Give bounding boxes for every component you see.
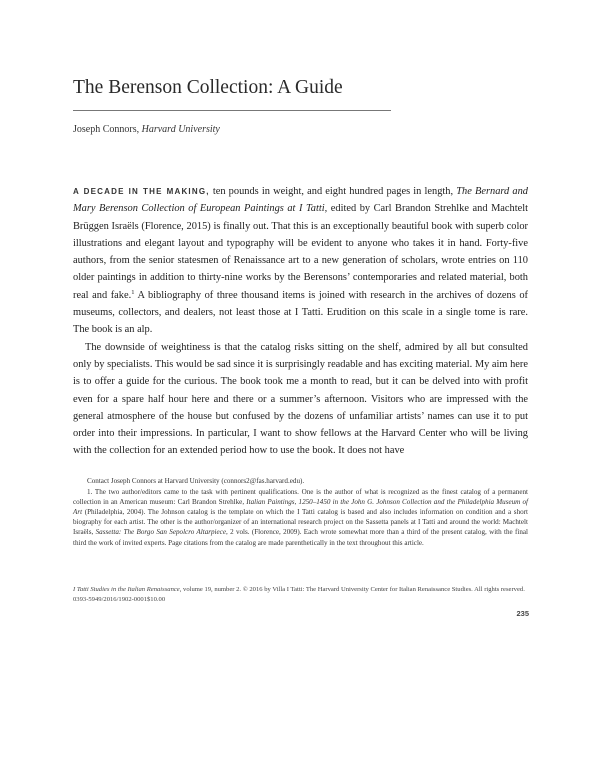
footnote-text-run: (Philadelphia, 2004). The Johnson catalog is the template on which the I Tatti catalog is based and also includes information on condition and a short biography for each artist. The other is the author/organizer of an international research project on the Sassetta panels at I Tatti and around the world: Machtelt Israëls,	[73, 508, 528, 537]
footnotes	[73, 476, 528, 548]
article-body	[73, 183, 528, 460]
author-line	[73, 123, 533, 136]
journal-info	[73, 585, 528, 604]
footnote-1	[73, 487, 528, 548]
footnote-italic: Italian Paintings, 1250–1450 in the John G. Johnson Collection and the Philadelphia Museum of Art	[73, 498, 529, 517]
body-paragraph-2: The downside of weightiness is that the catalog risks sitting on the shelf, admired by all but consulted only by specialists. This would be sad since it is surprisingly readable and has exciting material. My aim here is to offer a guide for the curious. The book took me a month to read, but it can be delved into with profit even for a spare half hour here and there or a summer’s afternoon. Visitors who are impressed with the general atmosphere of the house but confused by the dozens of unfamiliar artists’ names can use it to put order into their impressions. In particular, I want to show fellows at the Harvard Center who will be living with the collection for an extended period how to use the book. It does not have	[73, 341, 528, 457]
footnote-italic: Sassetta: The Borgo San Sepolcro Altarpiece	[95, 528, 226, 537]
page-number: 235	[516, 609, 529, 618]
body-text-run: A bibliography of three thousand items is joined with research in the archives of dozens of museums, collectors, and dealers, not least those at I Tatti. Erudition on this scale in a single tome is rare. The book is an alp.	[73, 289, 529, 336]
author-name: Joseph Connors,	[73, 124, 140, 135]
body-paragraph-1	[73, 183, 528, 339]
journal-details: , volume 19, number 2. © 2016 by Villa I Tatti: The Harvard University Center for Italian Renaissance Studies. All rights reserved. 0393-5949/2016/1902-0001$10.00	[73, 586, 525, 603]
journal-title: I Tatti Studies in the Italian Renaissance	[73, 586, 180, 593]
footnote-text-run: 1. The two author/editors came to the task with pertinent qualifications. One is the author of what is recognized as the finest catalog of a permanent collection in an American museum: Carl Brandon Strehlke,	[73, 488, 528, 507]
body-text-run: edited by Carl Brandon Strehlke and Machtelt Brüggen Israëls (Florence, 2015) is finally out. That this is an exceptionally beautiful book with superb color illustrations and elegant layout and typography will be evident to anyone who takes it in hand. Forty-five authors, from the senior statesmen of Renaissance art to a new generation of scholars, wrote entries on 110 older paintings in addition to thirty-nine works by the Berensons’ contemporaries and related material, both real and fake.	[73, 203, 528, 301]
lead-in-caps: A DECADE IN THE MAKING,	[73, 187, 210, 196]
title-rule	[73, 110, 391, 111]
book-title-italic: The Bernard and Mary Berenson Collection of European Paintings at I Tatti,	[73, 186, 528, 215]
footnote-reference[interactable]: 1	[131, 288, 135, 296]
footnote-text-run: , 2 vols. (Florence, 2009). Each wrote somewhat more than a third of the present catalog, with the final third the work of invited experts. Page citations from the catalog are made parenthetically in the text throughout this article.	[73, 528, 529, 547]
article-title: The Berenson Collection: A Guide	[73, 77, 343, 98]
contact-note: Contact Joseph Connors at Harvard University (connors2@fas.harvard.edu).	[87, 477, 305, 485]
body-text-run: ten pounds in weight, and eight hundred pages in length,	[209, 186, 457, 197]
author-affiliation: Harvard University	[141, 124, 220, 135]
